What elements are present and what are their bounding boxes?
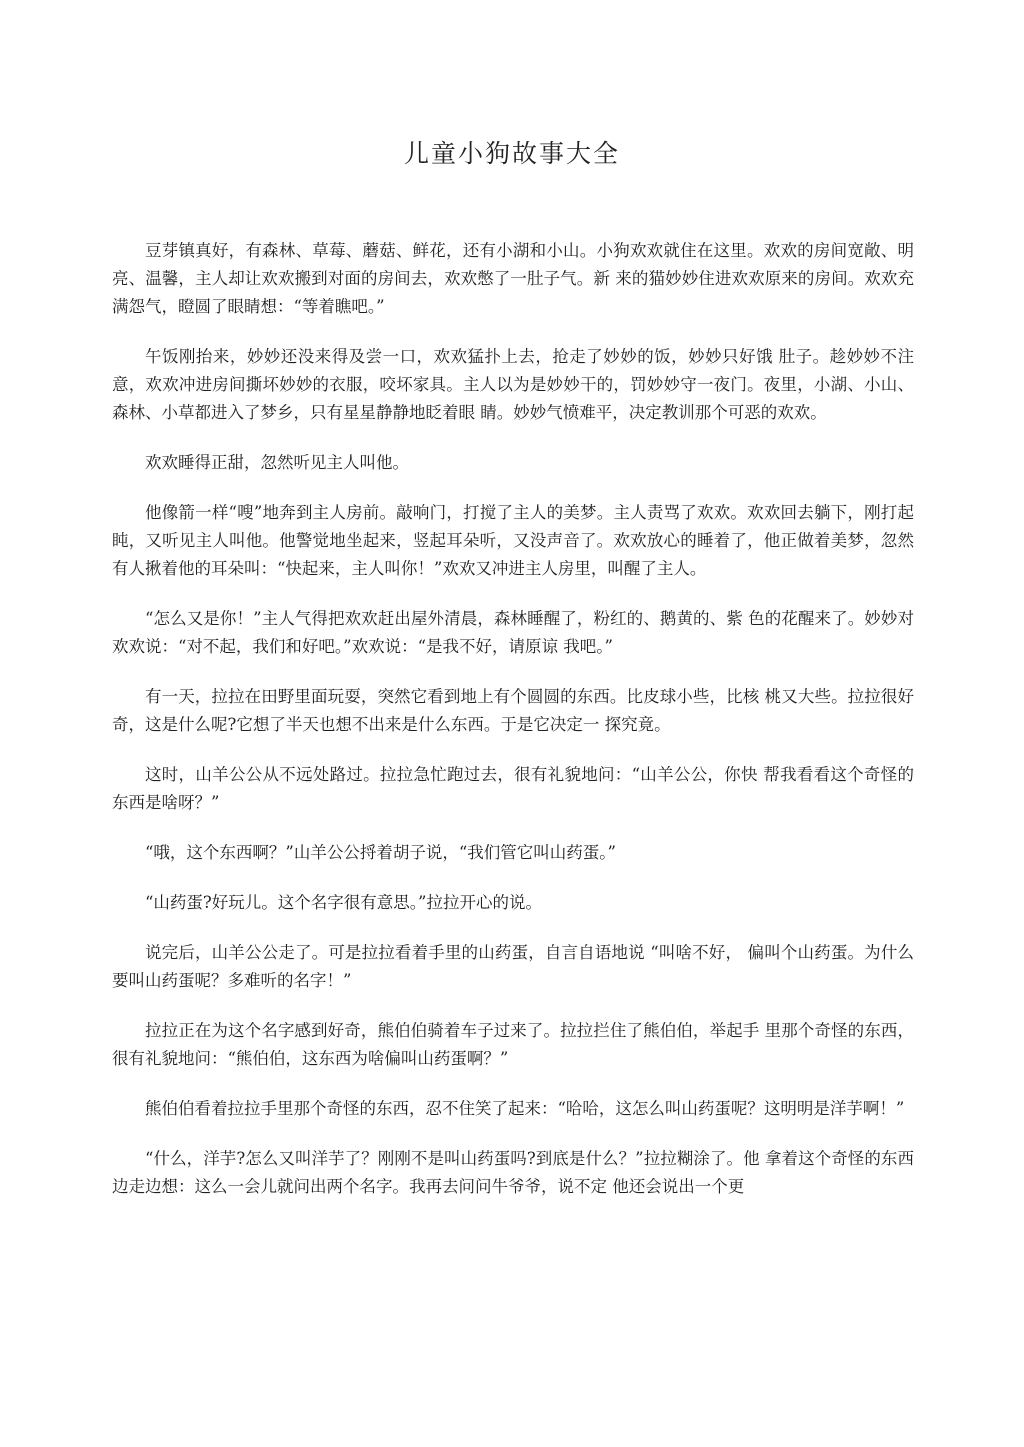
paragraph: “什么，洋芋?怎么又叫洋芋了？刚刚不是叫山药蛋吗?到底是什么？”拉拉糊涂了。他 拿着这个奇怪的东西边走边想：这么一会儿就问出两个名字。我再去问问牛爷爷，说不定 他还会说出一个更 xyxy=(112,1149,914,1196)
paragraph: 午饭刚抬来，妙妙还没来得及尝一口，欢欢猛扑上去，抢走了妙妙的饭，妙妙只好饿 肚子。趁妙妙不注意，欢欢冲进房间撕坏妙妙的衣服，咬坏家具。主人以为是妙妙干的，罚妙妙守一夜门。夜里，小湖、小山、森林、小草都进入了梦乡，只有星星静静地眨着眼 睛。妙妙气愤难平，决定教训那个可恶的欢欢。 xyxy=(112,347,914,422)
paragraph: “山药蛋?好玩儿。这个名字很有意思。”拉拉开心的说。 xyxy=(145,893,542,912)
paragraph: 拉拉正在为这个名字感到好奇，熊伯伯骑着车子过来了。拉拉拦住了熊伯伯，举起手 里那个奇怪的东西，很有礼貌地问：“熊伯伯，这东西为啥偏叫山药蛋啊？” xyxy=(112,1021,914,1068)
paragraph: 欢欢睡得正甜，忽然听见主人叫他。 xyxy=(145,453,409,472)
paragraph: 熊伯伯看着拉拉手里那个奇怪的东西，忍不住笑了起来：“哈哈，这怎么叫山药蛋呢？这明明是洋芋啊！” xyxy=(145,1099,905,1118)
paragraph: “怎么又是你！”主人气得把欢欢赶出屋外清晨，森林睡醒了，粉红的、鹅黄的、紫 色的花醒来了。妙妙对欢欢说：“对不起，我们和好吧。”欢欢说：“是我不好，请原谅 我吧。” xyxy=(112,609,914,656)
document-body xyxy=(112,237,914,1223)
paragraph: 他像箭一样“嗖”地奔到主人房前。敲响门，打搅了主人的美梦。主人责骂了欢欢。欢欢回去躺下，刚打起盹，又听见主人叫他。他警觉地坐起来，竖起耳朵听，又没声音了。欢欢放心的睡着了，他正做着美梦，忽然有人揪着他的耳朵叫：“快起来，主人叫你！”欢欢又冲进主人房里，叫醒了主人。 xyxy=(112,503,914,578)
paragraph: 有一天，拉拉在田野里面玩耍，突然它看到地上有个圆圆的东西。比皮球小些，比核 桃又大些。拉拉很好奇，这是什么呢?它想了半天也想不出来是什么东西。于是它决定一 探究竟。 xyxy=(112,687,914,734)
paragraph: 这时，山羊公公从不远处路过。拉拉急忙跑过去，很有礼貌地问：“山羊公公，你快 帮我看看这个奇怪的东西是啥呀？” xyxy=(112,765,914,812)
paragraph: 说完后，山羊公公走了。可是拉拉看着手里的山药蛋，自言自语地说 “叫啥不好， 偏叫个山药蛋。为什么要叫山药蛋呢？多难听的名字！” xyxy=(112,943,914,990)
paragraph: “哦，这个东西啊？”山羊公公捋着胡子说，“我们管它叫山药蛋。” xyxy=(145,843,616,862)
paragraph: 豆芽镇真好，有森林、草莓、蘑菇、鲜花，还有小湖和小山。小狗欢欢就住在这里。欢欢的房间宽敞、明亮、温馨，主人却让欢欢搬到对面的房间去，欢欢憋了一肚子气。新 来的猫妙妙住进欢欢原来的房间。欢欢充满怨气，瞪圆了眼睛想：“等着瞧吧。” xyxy=(112,241,914,316)
document-title: 儿童小狗故事大全 xyxy=(403,139,620,168)
